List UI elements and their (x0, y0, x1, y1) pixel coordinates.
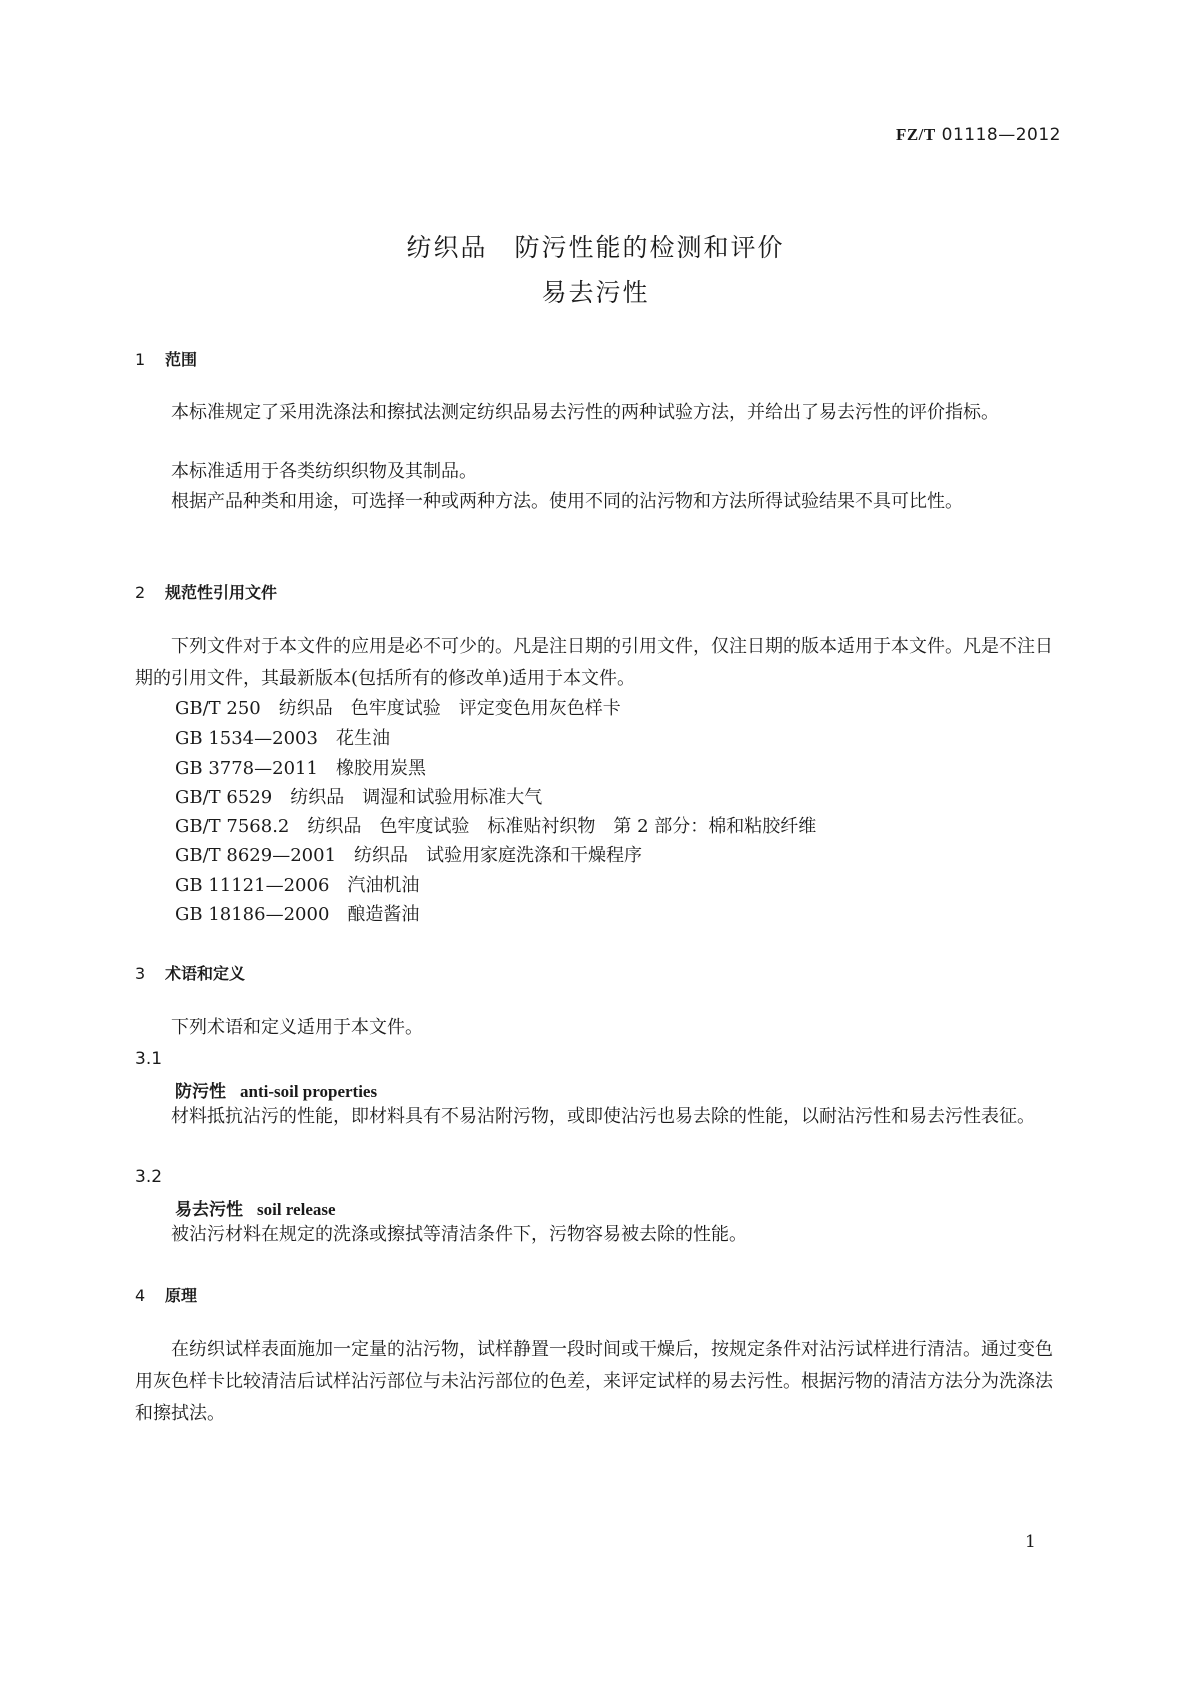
standard-code (896, 125, 1061, 145)
section-number: 3 (135, 964, 146, 983)
paragraph: 下列术语和定义适用于本文件。 (171, 1017, 423, 1038)
section-number: 1 (135, 350, 146, 369)
section-title: 原理 (165, 1286, 198, 1305)
section-title: 术语和定义 (165, 964, 246, 983)
term-number: 3.2 (135, 1167, 163, 1187)
section-1-heading (135, 347, 197, 370)
section-2-heading (135, 580, 277, 603)
reference-item: GB/T 7568.2 纺织品 色牢度试验 标准贴衬织物 第 2 部分：棉和粘胶纤维 (175, 816, 817, 837)
page-number: 1 (1025, 1532, 1036, 1552)
term-name-cn: 防污性 (175, 1082, 226, 1102)
reference-item: GB/T 8629—2001 纺织品 试验用家庭洗涤和干燥程序 (175, 845, 643, 866)
term-name-cn: 易去污性 (175, 1200, 243, 1220)
paragraph: 根据产品种类和用途，可选择一种或两种方法。使用不同的沾污物和方法所得试验结果不具可比性。 (171, 491, 963, 512)
reference-item: GB/T 6529 纺织品 调湿和试验用标准大气 (175, 787, 543, 808)
term-definition: 被沾污材料在规定的洗涤或擦拭等清洁条件下，污物容易被去除的性能。 (171, 1224, 747, 1245)
term-name-en: soil release (257, 1200, 336, 1219)
term-name (175, 1077, 377, 1102)
section-4-heading (135, 1283, 197, 1306)
section-number: 4 (135, 1286, 146, 1305)
reference-item: GB 3778—2011 橡胶用炭黑 (175, 758, 426, 779)
term-name-en: anti-soil properties (240, 1082, 378, 1101)
standard-number: 01118—2012 (935, 125, 1061, 145)
paragraph: 下列文件对于本文件的应用是必不可少的。凡是注日期的引用文件，仅注日期的版本适用于本文件。凡是不注日期的引用文件，其最新版本(包括所有的修改单)适用于本文件。 (135, 636, 1053, 689)
paragraph: 本标准规定了采用洗涤法和擦拭法测定纺织品易去污性的两种试验方法，并给出了易去污性的评价指标。 (171, 402, 999, 423)
paragraph: 在纺织试样表面施加一定量的沾污物，试样静置一段时间或干燥后，按规定条件对沾污试样进行清洁。通过变色用灰色样卡比较清洁后试样沾污部位与未沾污部位的色差，来评定试样的易去污性。根据污物的清洁方法分为洗涤法和擦拭法。 (135, 1339, 1053, 1424)
paragraph: 本标准适用于各类纺织织物及其制品。 (171, 461, 477, 482)
reference-item: GB 11121—2006 汽油机油 (175, 875, 420, 896)
document-title: 纺织品 防污性能的检测和评价 (406, 233, 785, 262)
reference-item: GB/T 250 纺织品 色牢度试验 评定变色用灰色样卡 (175, 698, 621, 719)
document-subtitle: 易去污性 (541, 278, 650, 307)
section-number: 2 (135, 583, 146, 602)
reference-item: GB 18186—2000 酿造酱油 (175, 904, 420, 925)
term-number: 3.1 (135, 1049, 163, 1069)
section-title: 规范性引用文件 (165, 583, 278, 602)
section-title: 范围 (165, 350, 198, 369)
standard-prefix: FZ/T (895, 125, 936, 144)
term-definition: 材料抵抗沾污的性能，即材料具有不易沾附污物，或即使沾污也易去除的性能，以耐沾污性和易去污性表征。 (171, 1106, 1035, 1127)
term-name (175, 1195, 336, 1220)
section-3-heading (135, 961, 245, 984)
reference-item: GB 1534—2003 花生油 (175, 728, 390, 749)
